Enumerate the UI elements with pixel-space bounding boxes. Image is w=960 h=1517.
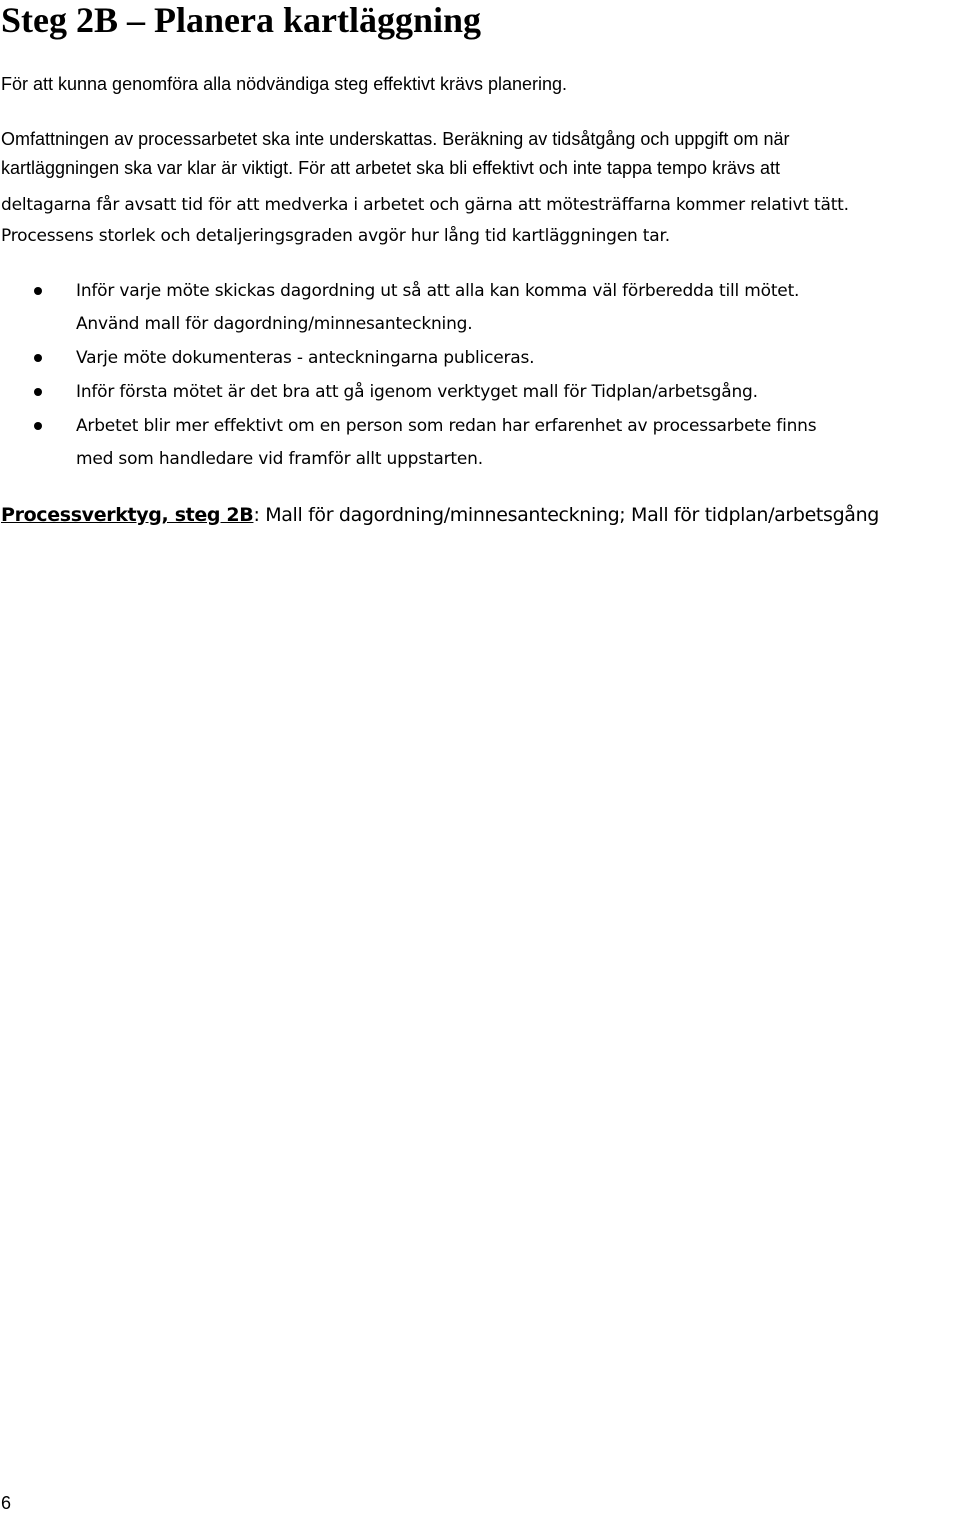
process-tools-line: [1, 501, 879, 529]
paragraph-line: Processens storlek och detaljeringsgraden avgör hur lång tid kartläggningen tar.: [1, 226, 670, 246]
bullet-text-line: Inför första mötet är det bra att gå igenom verktyget mall för Tidplan/arbetsgång.: [76, 382, 758, 402]
bullet-marker: [34, 388, 42, 396]
bullet-marker: [34, 287, 42, 295]
bullet-marker: [34, 354, 42, 362]
process-tools-label: Processverktyg, steg 2B: [1, 504, 254, 526]
bullet-text-line: Varje möte dokumenteras - anteckningarna publiceras.: [76, 348, 535, 368]
bullet-text-line: Inför varje möte skickas dagordning ut så att alla kan komma väl förberedda till mötet.: [76, 281, 800, 301]
intro-text: För att kunna genomföra alla nödvändiga steg effektivt krävs planering.: [1, 74, 568, 94]
process-tools-text: Mall för dagordning/minnesanteckning; Mall för tidplan/arbetsgång: [259, 504, 879, 526]
page-heading: Steg 2B – Planera kartläggning: [1, 0, 482, 40]
bullet-marker: [34, 422, 42, 430]
paragraph-line: deltagarna får avsatt tid för att medverka i arbetet och gärna att mötesträffarna kommer relativt tätt.: [1, 195, 849, 215]
paragraph-line: Omfattningen av processarbetet ska inte underskattas. Beräkning av tidsåtgång och uppgift om när: [1, 129, 790, 149]
bullet-text-line: med som handledare vid framför allt uppstarten.: [76, 449, 483, 469]
page-number: 6: [1, 1493, 12, 1513]
paragraph-line: kartläggningen ska var klar är viktigt. För att arbetet ska bli effektivt och inte tappa tempo krävs att: [1, 158, 781, 178]
bullet-text-line: Använd mall för dagordning/minnesanteckning.: [76, 314, 473, 334]
process-tools-separator: :: [253, 504, 260, 526]
bullet-text-line: Arbetet blir mer effektivt om en person som redan har erfarenhet av processarbete finns: [76, 416, 817, 436]
